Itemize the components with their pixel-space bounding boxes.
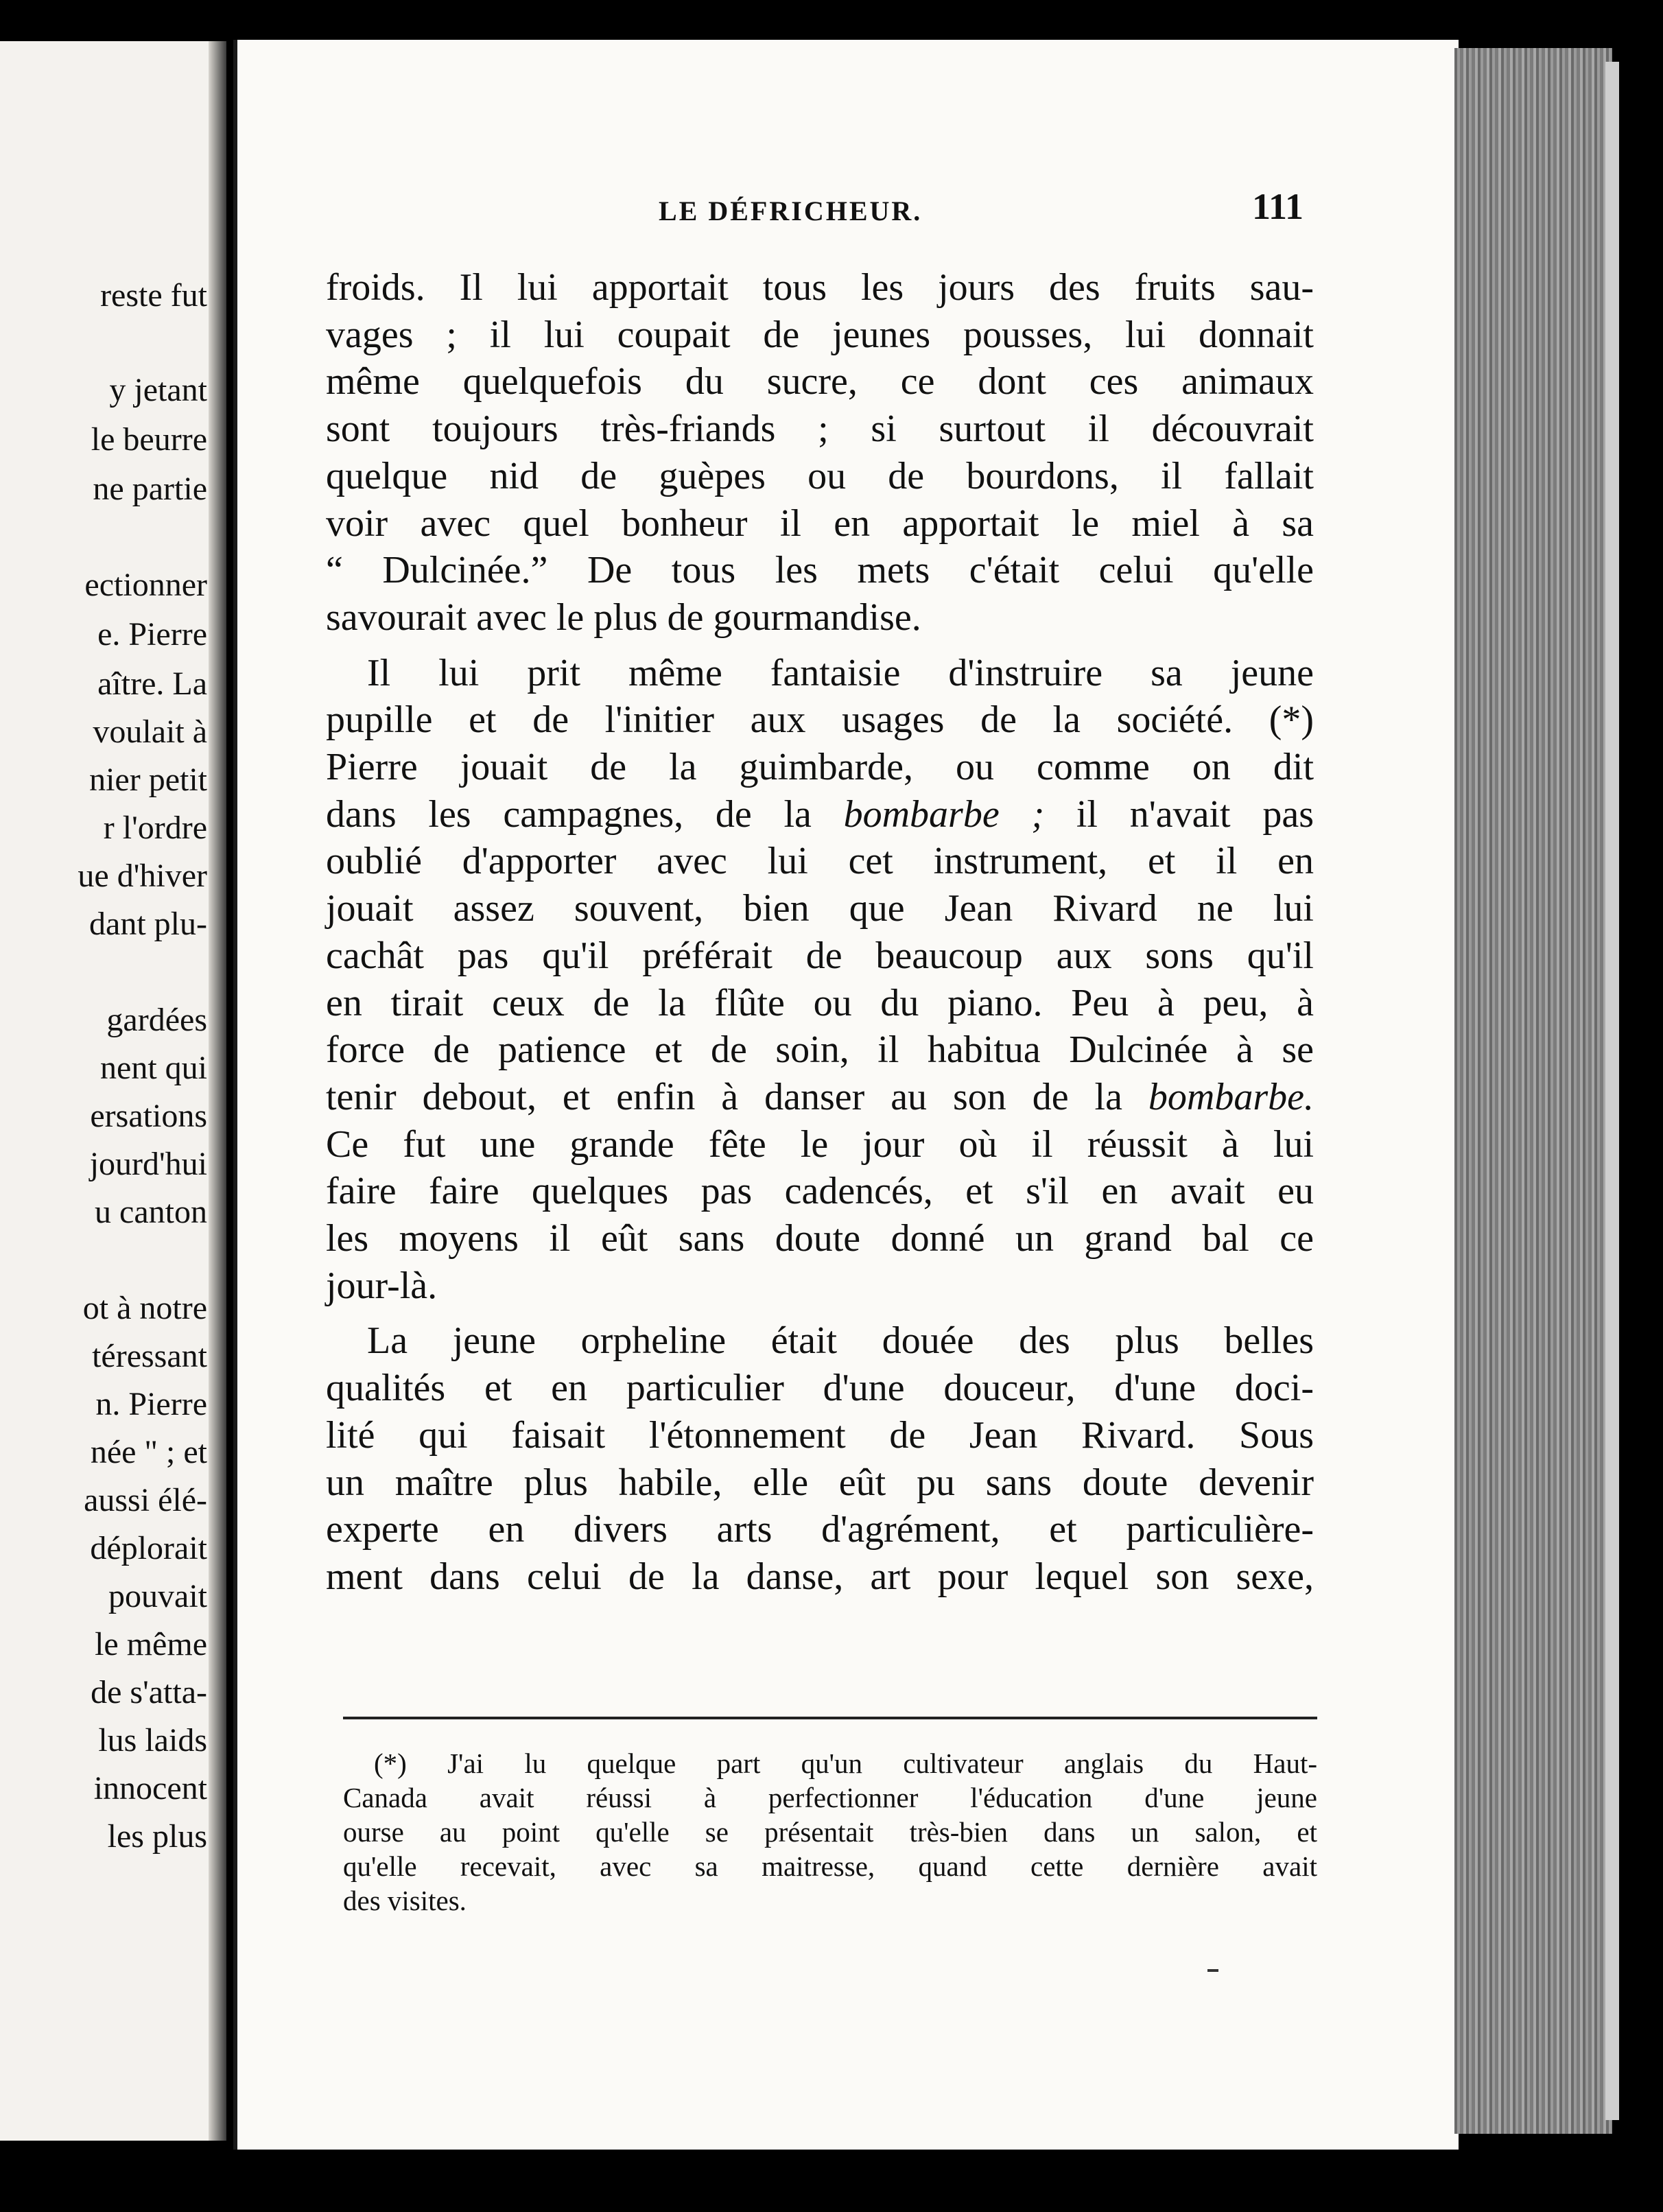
text-line: jouait assez souvent, bien que Jean Rivard ne lui bbox=[326, 887, 1314, 930]
page-edge-highlight bbox=[1605, 62, 1619, 2120]
left-line: nier petit bbox=[89, 762, 207, 798]
text-line: un maître plus habile, elle eût pu sans doute devenir bbox=[326, 1461, 1314, 1504]
left-line: u canton bbox=[95, 1194, 207, 1230]
left-line: jourd'hui bbox=[89, 1146, 207, 1182]
left-line: ectionner bbox=[84, 567, 207, 603]
left-line: innocent bbox=[93, 1770, 207, 1807]
footnote-line: (*) J'ai lu quelque part qu'un cultivateur anglais du Haut- bbox=[374, 1748, 1317, 1779]
text-line-with-italic bbox=[326, 1074, 1314, 1121]
text-line: force de patience et de soin, il habitua Dulcinée à se bbox=[326, 1028, 1314, 1072]
text-line: même quelquefois du sucre, ce dont ces animaux bbox=[326, 360, 1314, 403]
footnote-line: qu'elle recevait, avec sa maitresse, quand cette dernière avait bbox=[343, 1850, 1317, 1882]
left-line: ne partie bbox=[93, 471, 207, 507]
page-edges bbox=[1454, 48, 1612, 2134]
left-line: gardées bbox=[106, 1002, 207, 1038]
left-line: reste fut bbox=[100, 277, 207, 314]
left-line: y jetant bbox=[109, 372, 207, 408]
footnote-line: ourse au point qu'elle se présentait très-bien dans un salon, et bbox=[343, 1816, 1317, 1848]
left-line: dant plu- bbox=[89, 906, 207, 942]
text-line: faire faire quelques pas cadencés, et s'il en avait eu bbox=[326, 1170, 1314, 1213]
footnote-line: Canada avait réussi à perfectionner l'éducation d'une jeune bbox=[343, 1782, 1317, 1813]
italic-word: bombarbe. bbox=[1148, 1075, 1314, 1118]
text-line: La jeune orpheline était douée des plus belles bbox=[367, 1319, 1314, 1363]
previous-page-fragment bbox=[0, 41, 226, 2141]
left-line: ue d'hiver bbox=[78, 858, 207, 894]
left-line: aussi élé- bbox=[84, 1482, 207, 1518]
left-line: les plus bbox=[107, 1818, 207, 1855]
text-line: Pierre jouait de la guimbarde, ou comme on dit bbox=[326, 746, 1314, 789]
running-title: LE DÉFRICHEUR. bbox=[659, 196, 923, 226]
left-line: aître. La bbox=[97, 666, 207, 702]
page-number: 111 bbox=[1251, 186, 1304, 227]
left-line: téressant bbox=[92, 1338, 207, 1374]
text-line: cachât pas qu'il préférait de beaucoup aux sons qu'il bbox=[326, 934, 1314, 977]
left-line: voulait à bbox=[93, 714, 207, 750]
text-line: froids. Il lui apportait tous les jours des fruits sau- bbox=[326, 266, 1314, 309]
text-line: “ Dulcinée.” De tous les mets c'était celui qu'elle bbox=[326, 549, 1314, 592]
text-segment: tenir debout, et enfin à danser au son de la bbox=[326, 1075, 1122, 1118]
left-line: pouvait bbox=[108, 1578, 207, 1614]
text-line: lité qui faisait l'étonnement de Jean Rivard. Sous bbox=[326, 1413, 1314, 1457]
left-line: n. Pierre bbox=[95, 1386, 207, 1422]
text-line: pupille et de l'initier aux usages de la société. (*) bbox=[326, 698, 1314, 742]
left-line: e. Pierre bbox=[97, 616, 207, 652]
left-line: nent qui bbox=[100, 1050, 207, 1086]
italic-word: bombarbe ; bbox=[843, 792, 1045, 836]
signature-mark bbox=[1207, 1969, 1218, 1972]
text-line: experte en divers arts d'agrément, et particulière- bbox=[326, 1508, 1314, 1551]
text-line: quelque nid de guèpes ou de bourdons, il fallait bbox=[326, 454, 1314, 497]
text-segment: dans les campagnes, de la bbox=[326, 792, 812, 836]
left-line: de s'atta- bbox=[91, 1674, 207, 1710]
footnote bbox=[343, 1746, 1317, 1918]
footnote-line: des visites. bbox=[343, 1885, 467, 1916]
text-line: voir avec quel bonheur il en apportait le miel à sa bbox=[326, 502, 1314, 545]
left-line: ersations bbox=[90, 1098, 207, 1134]
text-line: jour-là. bbox=[326, 1264, 438, 1307]
text-line: oublié d'apporter avec lui cet instrument, et il en bbox=[326, 840, 1314, 883]
left-line: née " ; et bbox=[90, 1434, 207, 1470]
body-text bbox=[326, 264, 1314, 1601]
book-gutter bbox=[209, 41, 226, 2141]
text-line: sont toujours très-friands ; si surtout il découvrait bbox=[326, 408, 1314, 451]
page-header bbox=[425, 185, 1304, 240]
text-line: en tirait ceux de la flûte ou du piano. Peu à peu, à bbox=[326, 981, 1314, 1024]
left-line: r l'ordre bbox=[103, 810, 207, 846]
text-segment: il n'avait pas bbox=[1076, 792, 1314, 836]
left-line: ot à notre bbox=[82, 1290, 207, 1326]
text-line: les moyens il eût sans doute donné un grand bal ce bbox=[326, 1217, 1314, 1260]
text-line: qualités et en particulier d'une douceur, d'une doci- bbox=[326, 1367, 1314, 1410]
left-line: le beurre bbox=[91, 421, 207, 458]
text-line: vages ; il lui coupait de jeunes pousses, lui donnait bbox=[326, 313, 1314, 356]
text-line: Ce fut une grande fête le jour où il réussit à lui bbox=[326, 1122, 1314, 1166]
left-line: déplorait bbox=[90, 1530, 207, 1566]
text-line: Il lui prit même fantaisie d'instruire sa jeune bbox=[367, 651, 1314, 694]
text-line-with-italic bbox=[326, 791, 1314, 838]
text-line: savourait avec le plus de gourmandise. bbox=[326, 596, 921, 639]
footnote-rule bbox=[343, 1717, 1317, 1719]
left-line: le même bbox=[95, 1626, 207, 1662]
text-line: ment dans celui de la danse, art pour lequel son sexe, bbox=[326, 1555, 1314, 1598]
left-line: lus laids bbox=[98, 1722, 207, 1758]
